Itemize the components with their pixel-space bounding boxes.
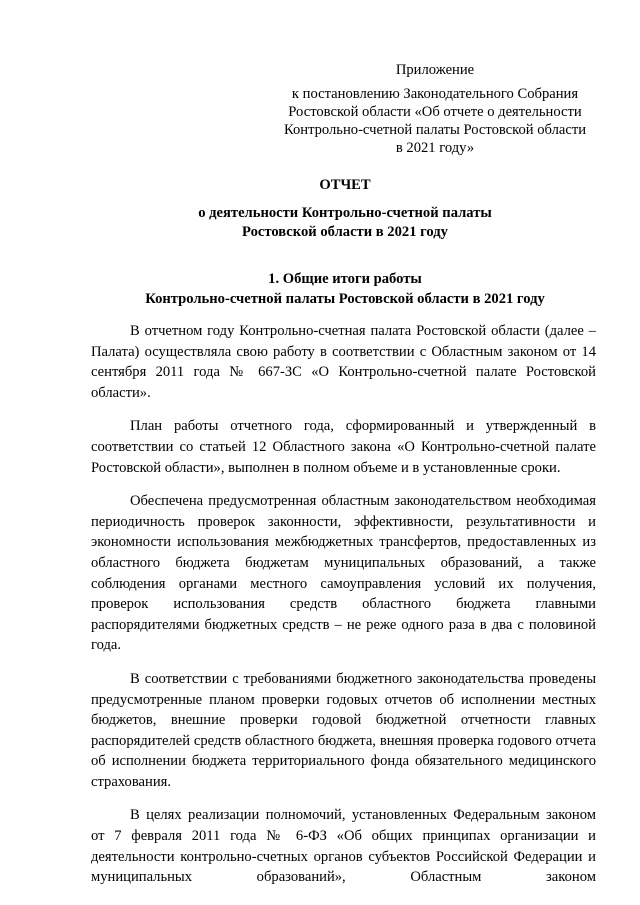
appendix-line: к постановлению Законодательного Собрания xyxy=(291,86,579,102)
appendix-title: Приложение xyxy=(395,62,475,78)
report-subtitle-line: Ростовской области в 2021 году xyxy=(242,224,448,240)
section-heading xyxy=(80,270,610,309)
appendix-line: Контрольно-счетной палаты Ростовской области xyxy=(283,122,587,138)
paragraph: Обеспечена предусмотренная областным законодательством необходимая периодичность проверок законности, эффективности, результативности и экономности использования межбюджетных трансфертов, предоставленных из областного бюджета бюджетам муниципальных образований, а также соблюдения органами местного самоуправления условий их получения, проверок использования средств областного бюджета главными распорядителями бюджетных средств – не реже одного раза в два с половиной года. xyxy=(91,493,596,654)
appendix-line: в 2021 году» xyxy=(395,140,475,156)
paragraph: План работы отчетного года, сформированный и утвержденный в соответствии со статьей 12 Областного закона «О Контрольно-счетной палате Ростовской области», выполнен в полном объеме и в установленные сроки. xyxy=(91,418,596,476)
report-subtitle xyxy=(80,204,610,242)
paragraph: В отчетном году Контрольно-счетная палата Ростовской области (далее – Палата) осуществляла свою работу в соответствии с Областным законом от 14 сентября 2011 года № 667-ЗС «О Контрольно-счетной палате Ростовской области». xyxy=(91,323,596,401)
section-heading-line: Контрольно-счетной палаты Ростовской области в 2021 году xyxy=(145,290,545,307)
report-title: ОТЧЕТ xyxy=(319,177,371,193)
paragraph: В соответствии с требованиями бюджетного законодательства проведены предусмотренные планом проверки годовых отчетов об исполнении местных бюджетов, внешние проверки годовой бюджетной отчетности главных распорядителей средств областного бюджета, внешняя проверка годового отчета об исполнении бюджета территориального фонда обязательного медицинского страхования. xyxy=(91,670,596,790)
appendix-line: Ростовской области «Об отчете о деятельности xyxy=(288,104,582,120)
body-text xyxy=(91,321,596,888)
report-subtitle-line: о деятельности Контрольно-счетной палаты xyxy=(198,205,492,221)
paragraph: В целях реализации полномочий, установленных Федеральным законом от 7 февраля 2011 года № 6-ФЗ «Об общих принципах организации и деятельности контрольно-счетных органов субъектов Российской Федерации и муниципальных образований», Областным законом xyxy=(91,807,596,886)
appendix-block xyxy=(268,61,602,157)
section-heading-line: 1. Общие итоги работы xyxy=(268,271,422,287)
